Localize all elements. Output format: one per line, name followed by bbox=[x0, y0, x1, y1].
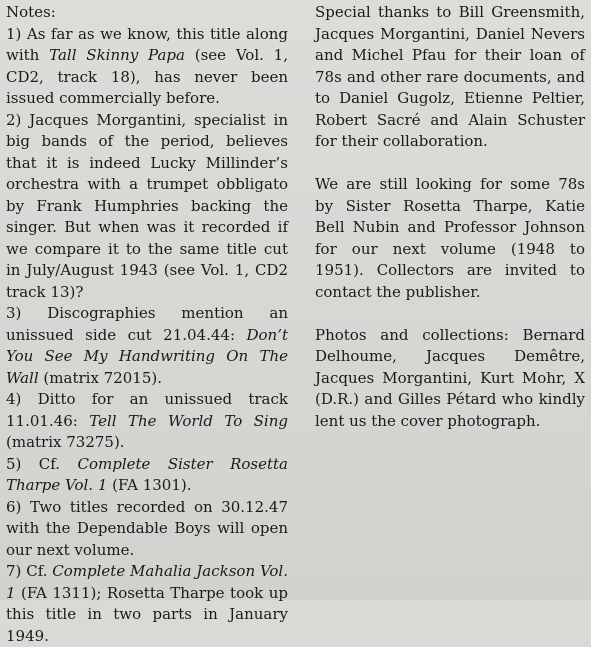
note-7: 7) Cf. Complete Mahalia Jackson Vol. 1 (FA 1311); Rosetta Tharpe took up this title in two parts in January 1949. bbox=[6, 562, 288, 645]
note-5: 5) Cf. Complete Sister Rosetta Tharpe Vol. 1 (FA 1301). bbox=[6, 454, 288, 494]
note-2: 2) Jacques Morgantini, specialist in big bands of the period, believes that it is indeed Lucky Millinder’s orchestra with a trumpet obbligato by Frank Humphries backing the singer. But when was it recorded if we compare it to the same title cut in July/August 1943 (see Vol. 1, CD2 track 13)? bbox=[6, 110, 288, 301]
note-3: 3) Discographies mention an unissued side cut 21.04.44: Don’t You See My Handwriting On The Wall (matrix 72015). bbox=[6, 304, 288, 387]
thanks-paragraph: Special thanks to Bill Greensmith, Jacques Morgantini, Daniel Nevers and Michel Pfau for their loan of 78s and other rare documents, and to Daniel Gugolz, Etienne Peltier, Robert Sacré and Alain Schuster for their collaboration. bbox=[315, 3, 585, 150]
looking-paragraph: We are still looking for some 78s by Sister Rosetta Tharpe, Katie Bell Nubin and Professor Johnson for our next volume (1948 to 1951). Collectors are invited to contact the publisher. bbox=[315, 175, 585, 301]
photos-paragraph: Photos and collections: Bernard Delhoume, Jacques Demêtre, Jacques Morgantini, Kurt Mohr, X (D.R.) and Gilles Pétard who kindly lent us the cover photograph. bbox=[315, 325, 585, 430]
notes-column bbox=[6, 2, 288, 647]
note-6: 6) Two titles recorded on 30.12.47 with the Dependable Boys will open our next volume. bbox=[6, 497, 288, 559]
note-1: 1) As far as we know, this title along with Tall Skinny Papa (see Vol. 1, CD2, track 18), has never been issued commercially before. bbox=[6, 24, 288, 107]
credits-column bbox=[315, 2, 585, 432]
note-4: 4) Ditto for an unissued track 11.01.46: Tell The World To Sing (matrix 73275). bbox=[6, 390, 288, 451]
notes-heading: Notes: bbox=[6, 3, 56, 21]
